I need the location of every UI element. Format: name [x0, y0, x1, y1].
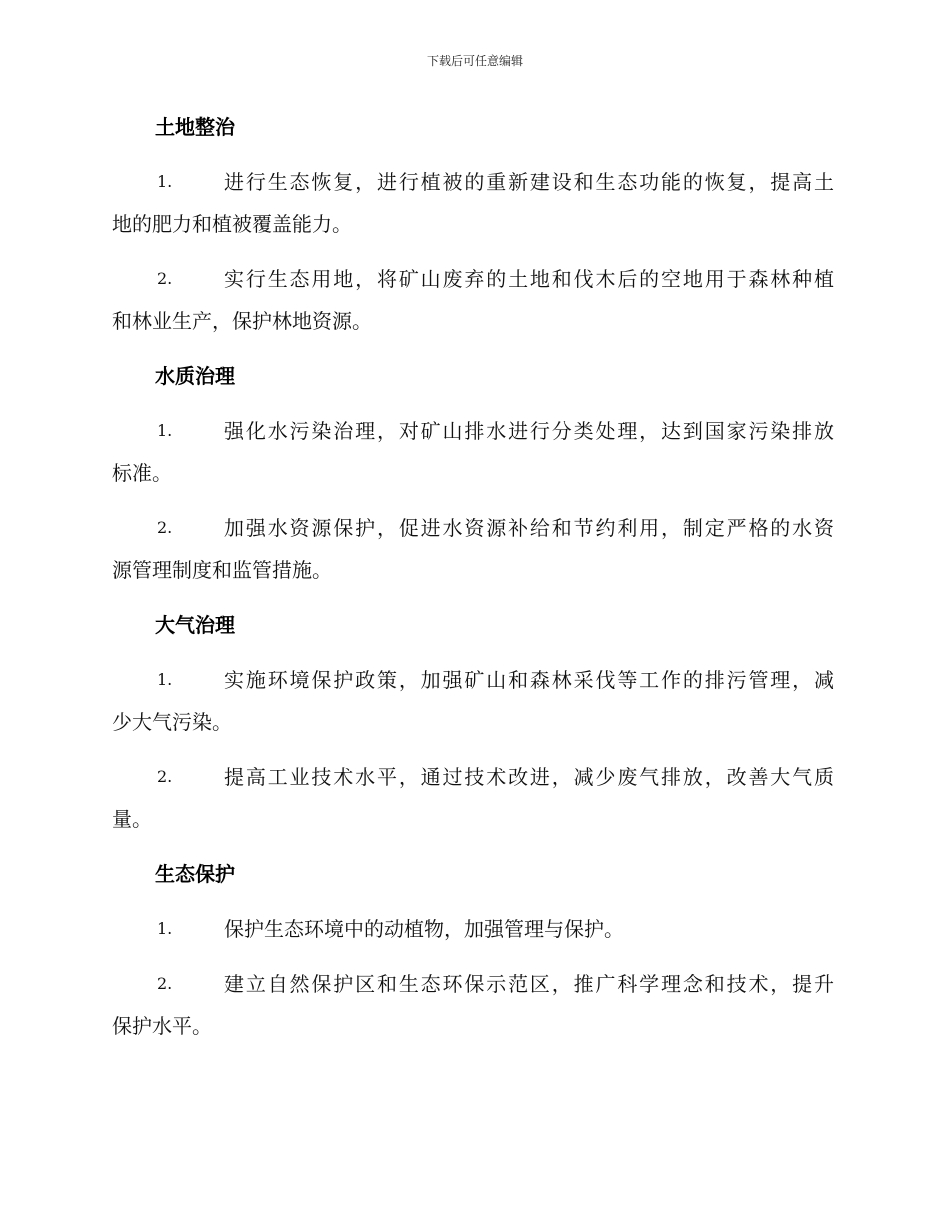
item-text-line2: 标准。 — [112, 461, 172, 485]
section-heading-water: 水质治理 — [155, 364, 235, 388]
item-text-line2: 量。 — [112, 807, 152, 831]
section-heading-ecology: 生态保护 — [155, 862, 235, 886]
item-text-line1: 加强水资源保护，促进水资源补给和节约利用，制定严格的水资 — [224, 516, 834, 540]
item-text-line2: 和林业生产，保护林地资源。 — [112, 309, 372, 333]
item-text-line2: 保护水平。 — [112, 1014, 212, 1038]
item-text-line1: 进行生态恢复，进行植被的重新建设和生态功能的恢复，提高土 — [224, 170, 834, 194]
item-text-line1: 强化水污染治理，对矿山排水进行分类处理，达到国家污染排放 — [224, 419, 834, 443]
item-text-line2: 源管理制度和监管措施。 — [112, 558, 332, 582]
section-heading-land: 土地整治 — [155, 115, 235, 139]
item-number: 2. — [157, 518, 173, 537]
item-number: 1. — [157, 670, 173, 689]
item-text-line1: 提高工业技术水平，通过技术改进，减少废气排放，改善大气质 — [224, 765, 834, 789]
item-number: 2. — [157, 974, 173, 993]
item-number: 1. — [157, 421, 173, 440]
item-number: 1. — [157, 919, 173, 938]
page-header: 下载后可任意编辑 — [426, 54, 523, 68]
item-text-line1: 实施环境保护政策，加强矿山和森林采伐等工作的排污管理，减 — [224, 668, 834, 692]
item-number: 2. — [157, 767, 173, 786]
item-text-line1: 实行生态用地，将矿山废弃的土地和伐木后的空地用于森林种植 — [224, 267, 834, 291]
item-number: 1. — [157, 172, 173, 191]
item-text-line1: 保护生态环境中的动植物，加强管理与保护。 — [224, 917, 624, 941]
section-heading-air: 大气治理 — [155, 613, 235, 637]
item-text-line2: 少大气污染。 — [112, 710, 232, 734]
item-number: 2. — [157, 269, 173, 288]
item-text-line2: 地的肥力和植被覆盖能力。 — [112, 212, 352, 236]
item-text-line1: 建立自然保护区和生态环保示范区，推广科学理念和技术，提升 — [224, 972, 834, 996]
